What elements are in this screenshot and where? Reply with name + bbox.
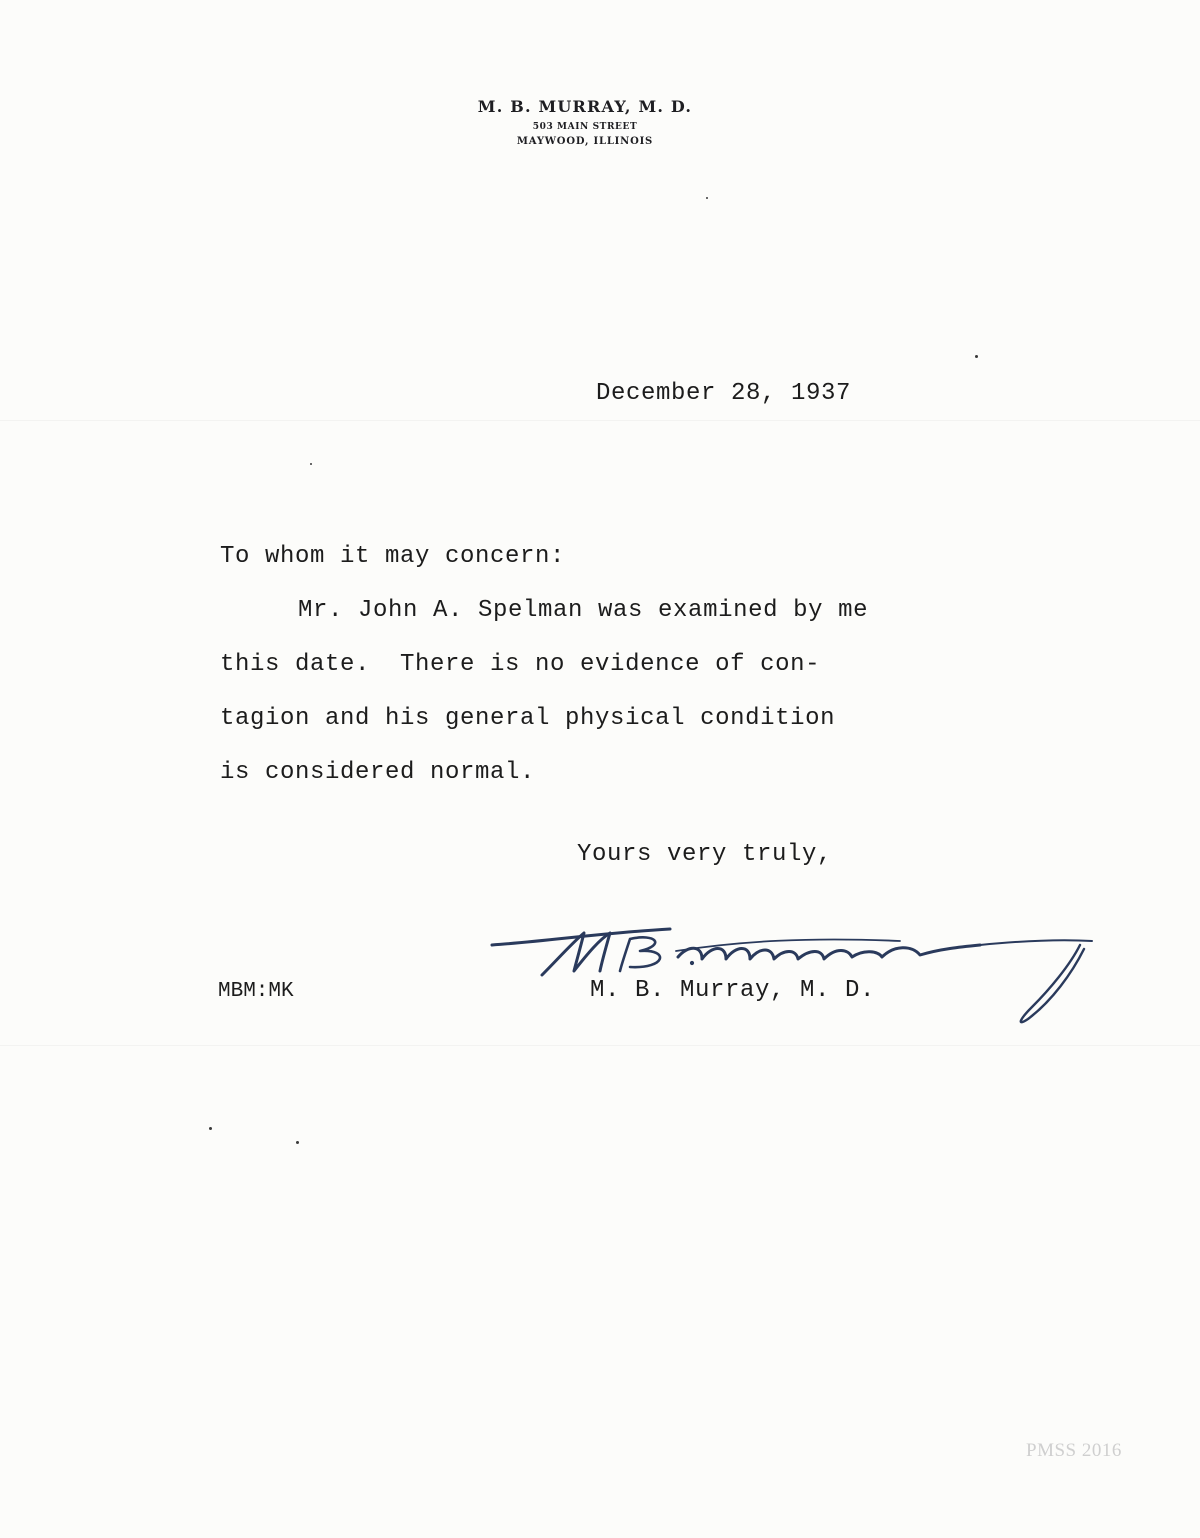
letterhead-city: MAYWOOD, ILLINOIS [516, 136, 654, 147]
paper-speck [296, 1141, 299, 1144]
typed-signature: M. B. Murray, M. D. [590, 977, 876, 1004]
salutation: To whom it may concern: [220, 543, 566, 570]
body-line: is considered normal. [220, 759, 536, 786]
paper-fold-line [0, 420, 1200, 421]
body-line: tagion and his general physical condition [220, 705, 836, 732]
paper-speck [975, 355, 978, 358]
body-line: Mr. John A. Spelman was examined by me [298, 597, 869, 624]
handwritten-signature [480, 915, 1120, 1035]
typist-initials: MBM:MK [218, 980, 294, 1003]
body-line: this date. There is no evidence of con- [220, 651, 821, 678]
letterhead [430, 96, 740, 150]
closing: Yours very truly, [577, 841, 833, 868]
letterhead-street: 503 MAIN STREET [532, 122, 638, 132]
paper-fold-line [0, 1045, 1200, 1046]
letter-date: December 28, 1937 [596, 380, 852, 407]
paper-speck [310, 463, 312, 465]
paper-speck [706, 197, 708, 199]
letterhead-name: M. B. MURRAY, M. D. [477, 97, 693, 116]
paper-speck [209, 1127, 212, 1130]
watermark: PMSS 2016 [1026, 1440, 1122, 1461]
